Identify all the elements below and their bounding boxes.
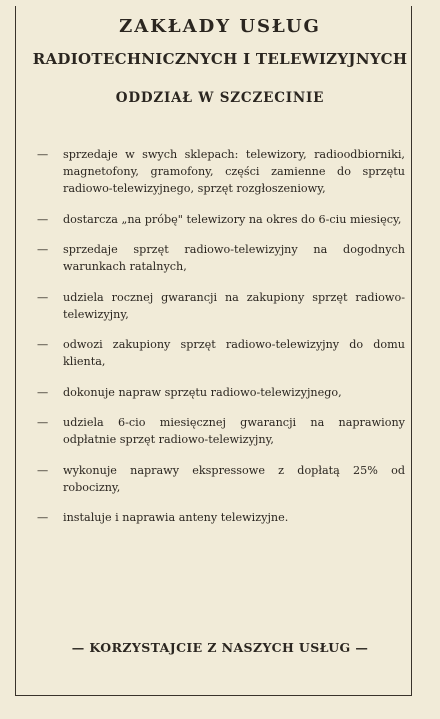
company-name-line1: ZAKŁADY USŁUG: [119, 16, 321, 37]
service-text: dokonuje napraw sprzętu radiowo-telewizyjnego,: [63, 385, 342, 399]
services-list: [37, 146, 405, 540]
service-item: [37, 336, 405, 370]
service-item: [37, 241, 405, 275]
list-dash: —: [37, 511, 49, 524]
list-dash: —: [37, 416, 49, 429]
list-dash: —: [37, 463, 49, 477]
service-item: [37, 384, 405, 401]
service-text: sprzedaje sprzęt radiowo-telewizyjny na dogodnych warunkach ratalnych,: [63, 243, 405, 273]
service-text: udziela 6-cio miesięcznej gwarancji na naprawiony odpłatnie sprzęt radiowo-telewizyjny,: [63, 416, 405, 446]
service-text: udziela rocznej gwarancji na zakupiony sprzęt radiowo-telewizyjny,: [63, 290, 405, 321]
service-item: [37, 509, 405, 526]
service-text: instaluje i naprawia anteny telewizyjne.: [63, 511, 289, 524]
service-item: [37, 146, 405, 197]
footer-slogan: — KORZYSTAJCIE Z NASZYCH USŁUG —: [71, 640, 369, 655]
service-item: [37, 211, 405, 228]
service-text: wykonuje naprawy ekspressowe z dopłatą 25% od robocizny,: [63, 463, 405, 494]
company-name-line2: RADIOTECHNICZNYCH I TELEWIZYJNYCH: [32, 50, 408, 68]
list-dash: —: [37, 385, 49, 399]
service-text: dostarcza „na próbę" telewizory na okres do 6-ciu miesięcy,: [63, 212, 402, 226]
list-dash: —: [37, 212, 49, 226]
service-text: odwozi zakupiony sprzęt radiowo-telewizyjny do domu klienta,: [63, 338, 405, 368]
branch-name: ODDZIAŁ W SZCZECINIE: [115, 90, 325, 106]
service-item: [37, 462, 405, 496]
list-dash: —: [37, 243, 49, 256]
service-text: sprzedaje w swych sklepach: telewizory, radioodbiorniki, magnetofony, gramofony, części zamienne do sprzętu radiowo-telewizyjnego, sprzęt rozgłoszeniowy,: [63, 148, 405, 195]
list-dash: —: [37, 290, 49, 304]
service-item: [37, 414, 405, 448]
list-dash: —: [37, 338, 49, 351]
list-dash: —: [37, 148, 49, 161]
service-item: [37, 289, 405, 323]
